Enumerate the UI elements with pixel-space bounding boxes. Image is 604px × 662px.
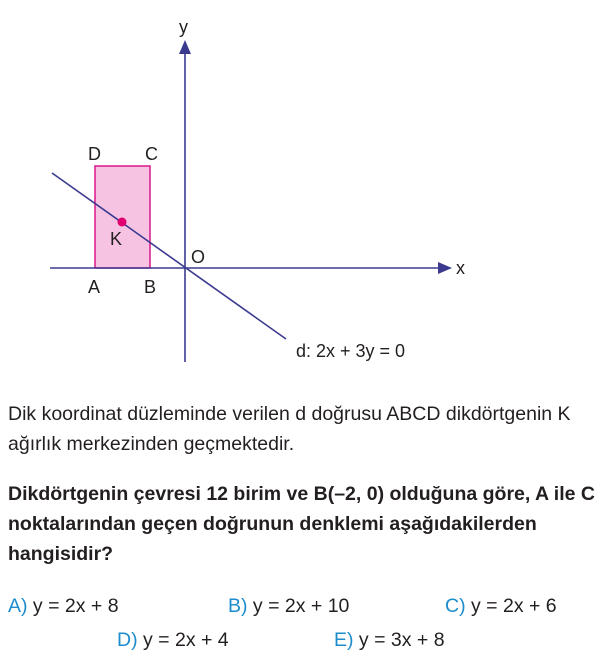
x-axis-label: x [456,258,465,278]
line-d-label: d: 2x + 3y = 0 [296,341,406,361]
choice-text-a: y = 2x + 8 [32,595,119,617]
point-label-b: B [144,277,157,297]
line-d [52,173,286,339]
choice-letter-d: D) [117,629,138,651]
point-label-a: A [88,277,101,297]
point-k [118,218,127,227]
choice-text-b: y = 2x + 10 [252,595,350,617]
point-label-k: K [110,229,123,249]
answer-choice-a[interactable] [8,595,119,618]
x-axis-arrow-icon [438,262,452,274]
choice-text-d: y = 2x + 4 [143,629,229,651]
y-axis-arrow-icon [179,40,191,54]
choice-letter-c: C) [445,595,466,617]
problem-question: Dikdörtgenin çevresi 12 birim ve B(–2, 0) olduğuna göre, A ile C noktalarından geçen doğrunun denklemi aşağıdakilerden hangisidir? [8,483,595,565]
answer-choice-c[interactable] [445,595,557,618]
problem-statement: Dik koordinat düzleminde verilen d doğrusu ABCD dikdörtgenin K ağırlık merkezinden geçmektedir. [8,403,571,455]
answer-choice-b[interactable] [228,595,349,618]
point-label-c: C [145,144,158,164]
choice-letter-a: A) [8,595,28,617]
choice-letter-b: B) [228,595,248,617]
choice-text-e: y = 3x + 8 [358,629,445,651]
y-axis-label: y [179,17,188,37]
choice-letter-e: E) [334,629,354,651]
origin-label: O [191,247,206,267]
rectangle-abcd [95,166,150,268]
point-label-d: D [88,144,101,164]
answer-choice-e[interactable] [334,629,445,652]
choice-text-c: y = 2x + 6 [471,595,557,617]
answer-choice-d[interactable] [117,629,229,652]
